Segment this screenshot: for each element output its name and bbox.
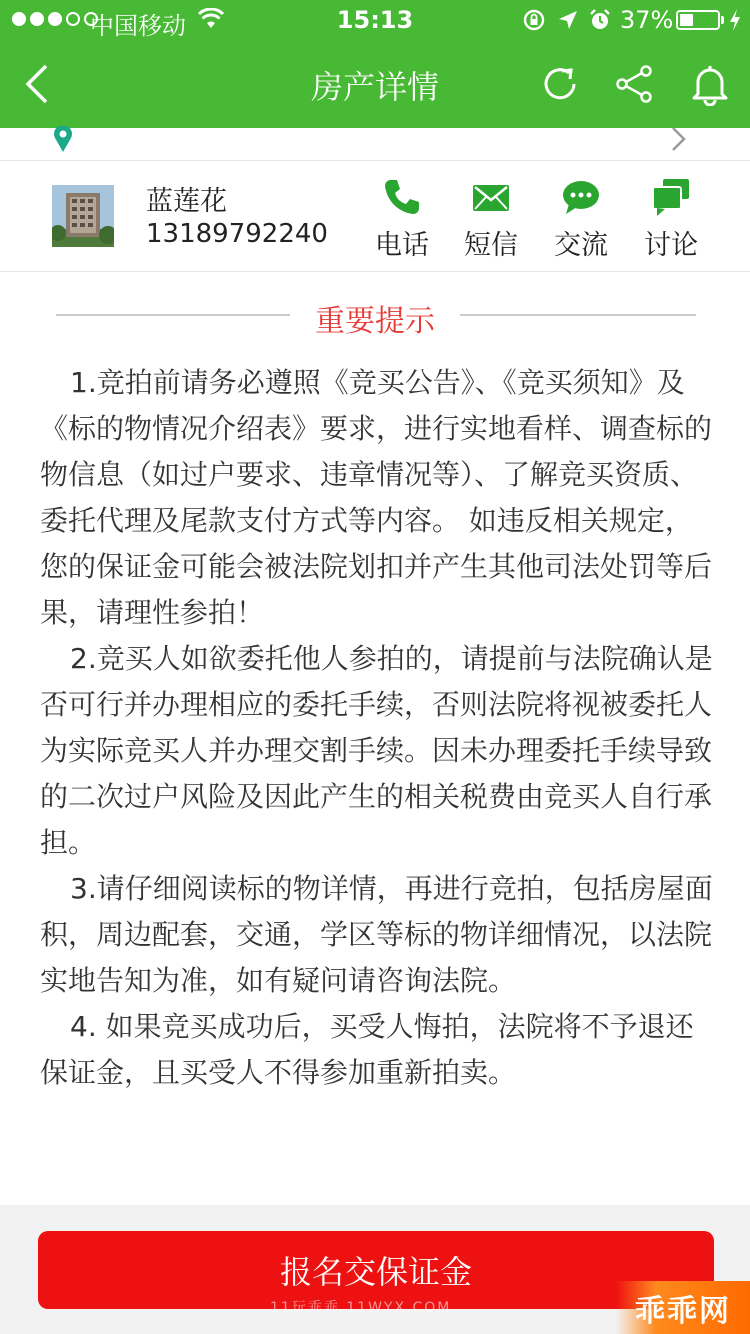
alarm-icon xyxy=(588,8,612,32)
call-label: 电话 xyxy=(375,230,429,261)
contact-name: 蓝莲花 xyxy=(146,186,227,217)
location-arrow-icon xyxy=(556,8,580,32)
chat-label: 交流 xyxy=(554,230,608,261)
bell-icon[interactable] xyxy=(688,62,732,106)
contact-row xyxy=(0,161,750,272)
carrier-name: 中国移动 xyxy=(90,12,186,40)
footer-bar xyxy=(0,1205,750,1334)
clock-time: 15:13 xyxy=(336,6,414,34)
battery-level-fill xyxy=(680,14,693,26)
location-row[interactable] xyxy=(0,128,750,161)
divider-right xyxy=(460,314,696,316)
chevron-right-icon xyxy=(668,124,690,154)
location-pin-icon xyxy=(50,126,76,152)
watermark-site-text: 11玩乖乖 11WYX.COM xyxy=(270,1300,452,1316)
rotation-lock-icon xyxy=(522,8,546,32)
sms-button[interactable] xyxy=(453,177,529,263)
navigation-bar xyxy=(0,40,750,128)
battery-icon xyxy=(676,10,720,30)
register-deposit-button[interactable]: 报名交保证金 xyxy=(38,1231,714,1309)
notice-paragraph: 1.竞拍前请务必遵照《竞买公告》、《竞买须知》及《标的物情况介绍表》要求，进行实地看样、调查标的物信息（如过户要求、违章情况等）、了解竞买资质、委托代理及尾款支付方式等内容。 如违反相关规定，您的保证金可能会被法院划扣并产生其他司法处罚等后果，请理性参拍！ xyxy=(40,366,713,629)
notice-paragraph: 2.竞买人如欲委托他人参拍的，请提前与法院确认是否可行并办理相应的委托手续，否则法院将视被委托人为实际竞买人并办理交割手续。因未办理委托手续导致的二次过户风险及因此产生的相关税费由竞买人自行承担。 xyxy=(40,642,713,859)
discussion-button[interactable] xyxy=(633,177,709,263)
sms-envelope-icon xyxy=(471,177,511,217)
property-thumbnail[interactable] xyxy=(52,185,114,247)
notice-heading: 重要提示 xyxy=(315,304,435,339)
page-title: 房产详情 xyxy=(310,68,439,106)
call-button[interactable] xyxy=(364,177,440,263)
contact-phone-number: 13189792240 xyxy=(146,219,328,249)
watermark-logo: 乖乖网 xyxy=(616,1281,750,1334)
phone-icon xyxy=(382,177,422,217)
sms-label: 短信 xyxy=(464,230,518,261)
notice-header xyxy=(0,296,750,339)
battery-percent: 37% xyxy=(620,6,674,34)
notice-paragraph: 4. 如果竞买成功后，买受人悔拍，法院将不予退还保证金，且买受人不得参加重新拍卖。 xyxy=(40,1010,694,1089)
discussion-icon xyxy=(651,177,691,217)
notice-body xyxy=(40,360,716,1096)
chat-bubble-icon xyxy=(561,177,601,217)
share-icon[interactable] xyxy=(612,62,656,106)
notice-paragraph: 3.请仔细阅读标的物详情，再进行竞拍，包括房屋面积，周边配套，交通，学区等标的物详细情况，以法院实地告知为准，如有疑问请咨询法院。 xyxy=(40,872,713,997)
battery-tip xyxy=(721,16,724,24)
discussion-label: 讨论 xyxy=(644,230,698,261)
charging-icon xyxy=(727,8,743,32)
refresh-icon[interactable] xyxy=(538,62,582,106)
status-bar xyxy=(0,0,750,40)
chat-button[interactable] xyxy=(543,177,619,263)
